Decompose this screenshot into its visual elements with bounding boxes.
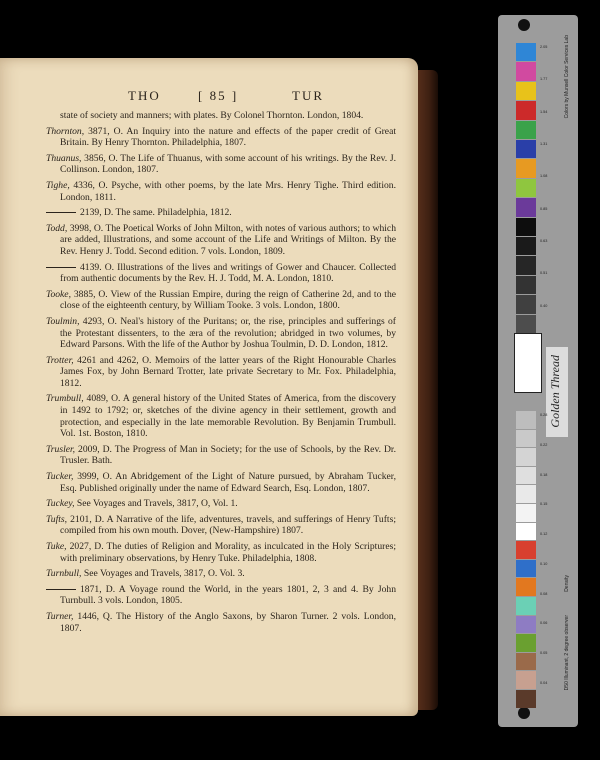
header-left: THO [128, 88, 161, 103]
entry-text: 3885, O. View of the Russian Empire, during the reign of Catherine 2d, and to the close of the eighteenth century, by William Tooke. 3 vols. London, 1800. [60, 288, 396, 312]
color-patch [516, 634, 536, 652]
entry-author: Turner, [46, 610, 74, 622]
catalog-entry [46, 611, 396, 634]
entry-text: 2009, D. The Progress of Man in Society; for the use of Schools, by the Rev. Dr. Trusler. Bath. [60, 443, 396, 467]
ditto-dash [46, 267, 76, 268]
entry-text: 2101, D. A Narrative of the life, adventures, travels, and sufferings of Henry Tufts; compiled from his own mouth. Dover, (New-Hampshire) 1807. [60, 513, 396, 537]
density-value: 0.10 [540, 561, 548, 566]
entry-author: Tucker, [46, 471, 74, 483]
punch-hole [518, 19, 530, 31]
entry-text: 2139, D. The same. Philadelphia, 1812. [80, 207, 232, 219]
illuminant-text: D50 Illuminant, 2 degree observer [564, 615, 570, 691]
density-value: 0.63 [540, 239, 548, 243]
entry-text: See Voyages and Travels, 3817, O, Vol. 1. [74, 498, 238, 510]
color-patch [516, 218, 536, 236]
color-patch [516, 121, 536, 139]
density-value: 0.40 [540, 303, 548, 308]
catalog-entry [46, 316, 396, 351]
density-value: 0.15 [540, 502, 548, 507]
entry-author: Thuanus, [46, 152, 82, 164]
entry-text: 4336, O. Psyche, with other poems, by the late Mrs. Henry Tighe. Third edition. London, 1811. [60, 179, 396, 203]
logo-text: Golden Thread [548, 355, 562, 428]
color-patch [516, 597, 536, 615]
density-value: 0.28 [540, 413, 548, 417]
book-page [0, 58, 418, 716]
entry-text: 4261 and 4262, O. Memoirs of the latter years of the Right Honourable Charles James Fox, by John Bernard Trotter, late private Secretary to Mr. Fox. Philadelphia, 1812. [60, 354, 396, 389]
entry-author: Turnbull, [46, 568, 82, 580]
density-value: 1.77 [540, 77, 548, 82]
density-value: 0.51 [540, 271, 548, 276]
density-value: 1.08 [540, 174, 548, 179]
catalog-entry [46, 110, 396, 122]
entry-author: Todd, [46, 222, 68, 234]
density-value: 0.85 [540, 206, 548, 211]
color-patch [516, 467, 536, 485]
entry-text: 4139. O. Illustrations of the lives and writings of Gower and Chaucer. Collected from authentic documents by the Rev. H. J. Todd, M. A. London, 1810. [60, 261, 396, 285]
color-patch [516, 140, 536, 158]
entry-author: Trumbull, [46, 393, 84, 405]
entry-text: 3998, O. The Poetical Works of John Milton, with notes of various authors; to which are added, Illustrations, and some account of the Life and Writings of Milton. By the Rev. Henry J. Todd. Second edition. 7 vols. London, 1809. [60, 222, 396, 257]
catalog-entry [46, 514, 396, 537]
page-number: [ 85 ] [198, 88, 239, 103]
color-patch [516, 62, 536, 80]
entry-text: 1871, D. A Voyage round the World, in the years 1801, 2, 3 and 4. By John Turnbull. 3 vols. London, 1805. [60, 583, 396, 607]
catalog-entry [46, 471, 396, 494]
color-patch [516, 276, 536, 294]
entry-text: state of society and manners; with plates. By Colonel Thornton. London, 1804. [60, 110, 364, 121]
color-patch [516, 411, 536, 429]
density-value: 1.31 [540, 142, 548, 146]
entry-author: Tuckey, [46, 498, 75, 510]
entry-text: 3871, O. An Inquiry into the nature and effects of the paper credit of Great Britain. By Henry Thornton. Philadelphia, 1807. [60, 125, 396, 149]
catalog-entry [46, 207, 396, 219]
color-patch [516, 159, 536, 177]
punch-hole [518, 707, 530, 719]
density-value: 0.12 [540, 532, 548, 537]
golden-thread-logo [546, 347, 568, 437]
color-patch [516, 541, 536, 559]
density-value: 1.54 [540, 109, 548, 114]
color-patch [516, 690, 536, 708]
catalog-entry [46, 262, 396, 285]
color-patch [516, 653, 536, 671]
catalog-entry [46, 289, 396, 312]
density-value: 0.06 [540, 621, 548, 626]
catalog-entry [46, 126, 396, 149]
density-value: 0.04 [540, 680, 548, 685]
color-patch [516, 43, 536, 61]
entry-author: Toulmin, [46, 315, 80, 327]
ditto-dash [46, 212, 76, 213]
entry-text: 4089, O. A general history of the United States of America, from the discovery in 1492 to 1792; or, sketches of the divine agency in their settlement, growth and protection, and especially in the late memorable Revolution. By Benjamin Trumbull. Vol. 1st. Boston, 1810. [60, 393, 396, 440]
density-value: 2.05 [540, 45, 548, 49]
density-value: 0.18 [540, 472, 548, 477]
density-value: 0.08 [540, 591, 548, 596]
running-header [0, 88, 418, 106]
catalog-entry [46, 444, 396, 467]
color-patch [516, 256, 536, 274]
target-label-stamp [514, 333, 542, 393]
catalog-entry [46, 498, 396, 510]
color-patch [516, 315, 536, 333]
entry-text: 2027, D. The duties of Religion and Morality, as inculcated in the Holy Scriptures; with preliminary observations, by Henry Tuke. Philadelphia, 1808. [60, 541, 396, 564]
color-patch [516, 578, 536, 596]
color-patch [516, 485, 536, 503]
header-right: TUR [292, 88, 324, 103]
catalog-entry [46, 393, 396, 439]
brand-text: Colors by Munsell Color Services Lab [564, 35, 570, 119]
color-patch [516, 616, 536, 634]
color-patch [516, 671, 536, 689]
catalog-entry [46, 584, 396, 607]
color-patch [516, 523, 536, 541]
color-patch [516, 560, 536, 578]
catalog-entry [46, 355, 396, 390]
entry-text: 3856, O. The Life of Thuanus, with some account of his writings. By the Rev. J. Collinson. London, 1807. [60, 152, 396, 176]
color-patch [516, 198, 536, 216]
catalog-entries [46, 110, 396, 638]
density-value: 0.05 [540, 651, 548, 656]
color-patch [516, 237, 536, 255]
catalog-entry [46, 180, 396, 203]
ditto-dash [46, 589, 76, 590]
color-patch [516, 504, 536, 522]
entry-text: See Voyages and Travels, 3817, O. Vol. 3. [81, 568, 245, 580]
entry-author: Tighe, [46, 179, 70, 191]
catalog-entry [46, 223, 396, 258]
color-patch [516, 179, 536, 197]
entry-text: 4293, O. Neal's history of the Puritans; or, the rise, principles and sufferings of the Protestant dissenters, to the æra of the revolution; abridged in two volumes, by Edward Parsons. With the life of the Author by Joshua Toulmin, D. D. London, 1812. [60, 315, 396, 351]
color-patch [516, 430, 536, 448]
entry-author: Tuke, [46, 541, 67, 552]
catalog-entry [46, 541, 396, 564]
color-patch [516, 82, 536, 100]
catalog-entry [46, 568, 396, 580]
density-value: 0.22 [540, 442, 548, 447]
entry-text: 1446, Q. The History of the Anglo Saxons, by Sharon Turner. 2 vols. London, 1807. [60, 610, 396, 634]
entry-text: 3999, O. An Abridgement of the Light of Nature pursued, by Abraham Tucker, Esq. Published originally under the name of Edward Search, Esq. London, 1807. [60, 471, 396, 494]
entry-author: Tooke, [46, 288, 71, 300]
color-target-strip [498, 15, 578, 727]
entry-author: Trusler, [46, 443, 76, 455]
density-label: Density [564, 575, 570, 592]
color-patch [516, 101, 536, 119]
entry-author: Trotter, [46, 354, 74, 366]
catalog-entry [46, 153, 396, 176]
entry-author: Tufts, [46, 513, 68, 525]
entry-author: Thornton, [46, 125, 85, 137]
color-patch [516, 448, 536, 466]
color-patch [516, 295, 536, 313]
